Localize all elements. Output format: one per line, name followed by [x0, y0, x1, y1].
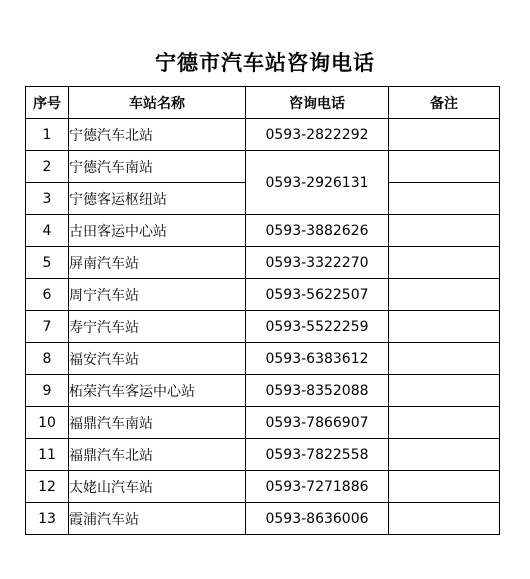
header-phone: 咨询电话 — [246, 87, 389, 119]
station-phone: 0593-5622507 — [246, 279, 389, 311]
table-row — [26, 471, 500, 503]
table-row — [26, 439, 500, 471]
header-note: 备注 — [389, 87, 500, 119]
row-index: 8 — [26, 343, 69, 375]
row-index: 4 — [26, 215, 69, 247]
header-index: 序号 — [26, 87, 69, 119]
station-name: 太姥山汽车站 — [69, 471, 246, 503]
station-name: 寿宁汽车站 — [69, 311, 246, 343]
row-index: 9 — [26, 375, 69, 407]
station-phone: 0593-3322270 — [246, 247, 389, 279]
station-note — [389, 119, 500, 151]
station-phone: 0593-5522259 — [246, 311, 389, 343]
station-phone: 0593-8636006 — [246, 503, 389, 535]
table-row — [26, 343, 500, 375]
station-phone-table — [25, 86, 500, 535]
station-note — [389, 279, 500, 311]
header-station-name: 车站名称 — [69, 87, 246, 119]
station-name: 宁德汽车南站 — [69, 151, 246, 183]
table-row — [26, 407, 500, 439]
table-row — [26, 503, 500, 535]
table-row — [26, 151, 500, 183]
station-note — [389, 183, 500, 215]
table-row — [26, 375, 500, 407]
station-phone: 0593-6383612 — [246, 343, 389, 375]
station-note — [389, 343, 500, 375]
row-index: 3 — [26, 183, 69, 215]
row-index: 2 — [26, 151, 69, 183]
station-note — [389, 407, 500, 439]
station-name: 柘荣汽车客运中心站 — [69, 375, 246, 407]
table-row — [26, 215, 500, 247]
row-index: 13 — [26, 503, 69, 535]
row-index: 6 — [26, 279, 69, 311]
station-name: 宁德客运枢纽站 — [69, 183, 246, 215]
station-name: 福鼎汽车北站 — [69, 439, 246, 471]
table-header-row — [26, 87, 500, 119]
table-row — [26, 279, 500, 311]
row-index: 12 — [26, 471, 69, 503]
station-name: 周宁汽车站 — [69, 279, 246, 311]
table-row — [26, 247, 500, 279]
station-name: 古田客运中心站 — [69, 215, 246, 247]
station-phone: 0593-8352088 — [246, 375, 389, 407]
station-name: 屏南汽车站 — [69, 247, 246, 279]
station-note — [389, 471, 500, 503]
row-index: 1 — [26, 119, 69, 151]
station-name: 福鼎汽车南站 — [69, 407, 246, 439]
row-index: 11 — [26, 439, 69, 471]
station-note — [389, 247, 500, 279]
station-phone: 0593-2926131 — [246, 151, 389, 215]
page-title: 宁德市汽车站咨询电话 — [155, 50, 375, 75]
station-name: 福安汽车站 — [69, 343, 246, 375]
table-row — [26, 311, 500, 343]
station-phone: 0593-7271886 — [246, 471, 389, 503]
row-index: 7 — [26, 311, 69, 343]
station-note — [389, 311, 500, 343]
station-phone: 0593-3882626 — [246, 215, 389, 247]
station-note — [389, 503, 500, 535]
station-note — [389, 151, 500, 183]
table-row — [26, 119, 500, 151]
station-note — [389, 215, 500, 247]
station-note — [389, 439, 500, 471]
station-phone: 0593-2822292 — [246, 119, 389, 151]
station-phone: 0593-7822558 — [246, 439, 389, 471]
station-name: 宁德汽车北站 — [69, 119, 246, 151]
row-index: 5 — [26, 247, 69, 279]
station-name: 霞浦汽车站 — [69, 503, 246, 535]
row-index: 10 — [26, 407, 69, 439]
station-phone: 0593-7866907 — [246, 407, 389, 439]
station-note — [389, 375, 500, 407]
